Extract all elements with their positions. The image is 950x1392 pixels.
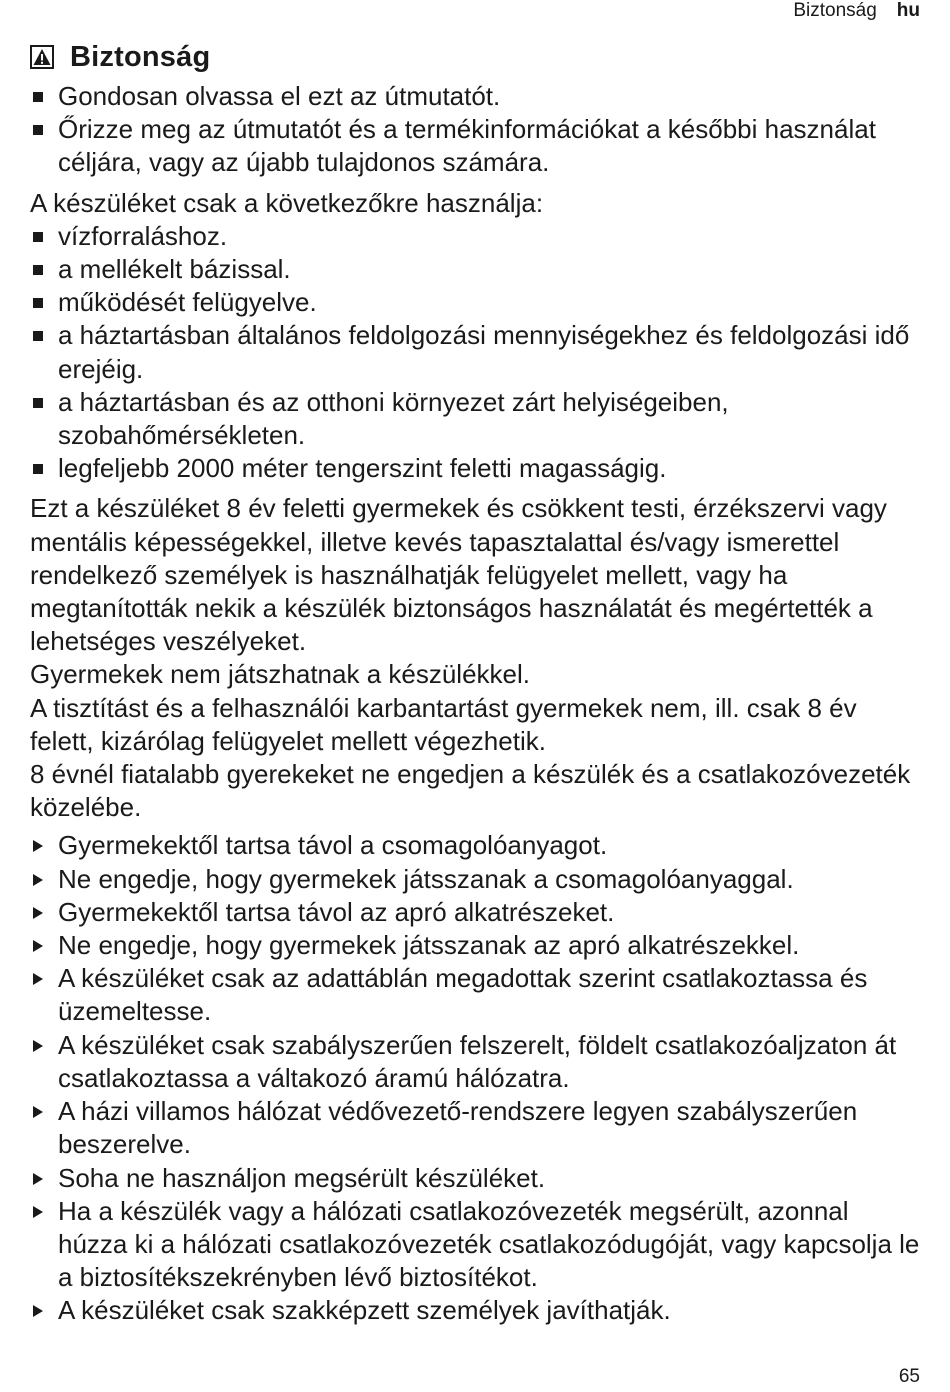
- list-item: a háztartásban általános feldolgozási mennyiségekhez és feldolgozási idő erejéig.: [30, 319, 920, 385]
- running-header-language: hu: [896, 0, 920, 21]
- action-item: A házi villamos hálózat védővezető-rendszere legyen szabályszerűen beszerelve.: [30, 1095, 920, 1161]
- usage-list: [30, 220, 920, 486]
- list-item: a háztartásban és az otthoni környezet zárt helyiségeiben, szobahőmérsékleten.: [30, 386, 920, 452]
- action-item: A készüléket csak szabályszerűen felszerelt, földelt csatlakozóaljzaton át csatlakoztassa a váltakozó áramú hálózatra.: [30, 1029, 920, 1095]
- page-content: [30, 36, 920, 1328]
- page-number: 65: [898, 1366, 920, 1387]
- action-item: Gyermekektől tartsa távol az apró alkatrészeket.: [30, 896, 920, 929]
- list-item: a mellékelt bázissal.: [30, 253, 920, 286]
- action-item: Ne engedje, hogy gyermekek játsszanak az apró alkatrészekkel.: [30, 929, 920, 962]
- action-item: A készüléket csak az adattáblán megadottak szerint csatlakoztassa és üzemeltesse.: [30, 962, 920, 1028]
- action-item: Gyermekektől tartsa távol a csomagolóanyagot.: [30, 829, 920, 862]
- list-item: vízforraláshoz.: [30, 220, 920, 253]
- list-item: működését felügyelve.: [30, 286, 920, 319]
- action-item: Ha a készülék vagy a hálózati csatlakozóvezeték megsérült, azonnal húzza ki a hálózati csatlakozóvezeték csatlakozódugóját, vagy kapcsolja le a biztosítékszekrényben lévő biztosítékot.: [30, 1195, 920, 1295]
- action-item: A készüléket csak szakképzett személyek javíthatják.: [30, 1294, 920, 1327]
- paragraph: 8 évnél fiatalabb gyerekeket ne engedjen a készülék és a csatlakozóvezeték közelébe.: [30, 759, 911, 823]
- page-title: Biztonság: [70, 40, 211, 73]
- list-item: Őrizze meg az útmutatót és a termékinformációkat a későbbi használat céljára, vagy az újabb tulajdonos számára.: [30, 113, 920, 179]
- action-list: [30, 829, 920, 1327]
- running-header-section: Biztonság: [793, 0, 877, 21]
- action-item: Ne engedje, hogy gyermekek játsszanak a csomagolóanyaggal.: [30, 863, 920, 896]
- list-item: legfeljebb 2000 méter tengerszint feletti magasságig.: [30, 452, 920, 485]
- usage-heading: A készüléket csak a következőkre használja:: [30, 187, 544, 218]
- warning-triangle-icon: [30, 45, 54, 69]
- section-heading: [30, 36, 920, 78]
- intro-list: [30, 80, 920, 180]
- action-item: Soha ne használjon megsérült készüléket.: [30, 1162, 920, 1195]
- running-header: [793, 0, 920, 22]
- paragraph: Gyermekek nem játszhatnak a készülékkel.: [30, 659, 530, 690]
- paragraph: A tisztítást és a felhasználói karbantartást gyermekek nem, ill. csak 8 év felett, kizárólag felügyelet mellett végezhetik.: [30, 692, 857, 756]
- paragraph: Ezt a készüléket 8 év feletti gyermekek és csökkent testi, érzékszervi vagy mentális képességekkel, illetve kevés tapasztalattal és/vagy ismerettel rendelkező személyek is használhatják felügyelet mellett, vagy ha megtanították nekik a készülék biztonságos használatát és megértették a lehetséges veszélyeket.: [30, 493, 887, 657]
- list-item: Gondosan olvassa el ezt az útmutatót.: [30, 80, 920, 113]
